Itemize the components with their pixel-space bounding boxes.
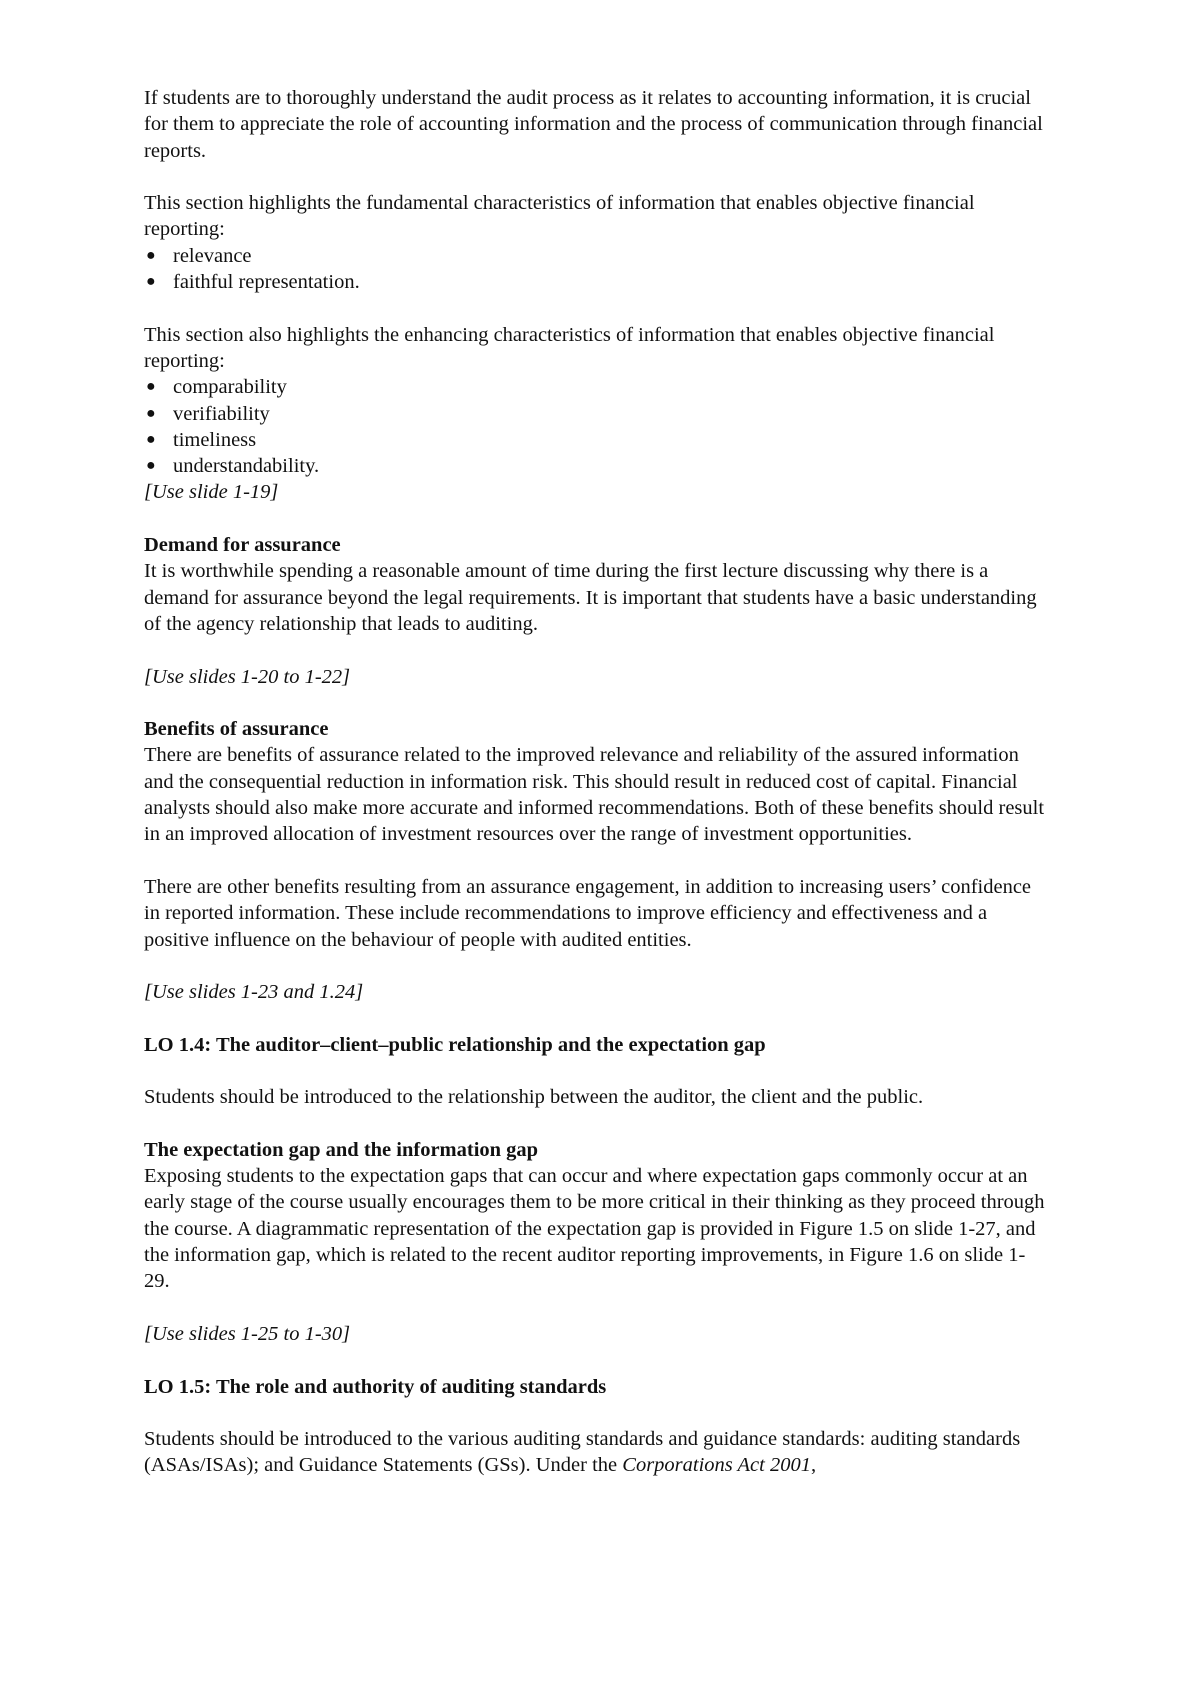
bullet-icon: ●	[146, 246, 156, 264]
slide-reference: [Use slides 1-23 and 1.24]	[144, 981, 364, 1004]
bullet-icon: ●	[146, 273, 156, 291]
lo-1-5-body: Students should be introduced to the various auditing standards and guidance standards: auditing standards (ASAs/ISAs); and Guidance Statements (GSs). Under the Corporations Act 2001,	[144, 1428, 1021, 1477]
bullet-icon: ●	[146, 457, 156, 475]
enhancing-characteristics-intro: This section also highlights the enhancing characteristics of information that enables objective financial reporting:	[144, 323, 995, 372]
list-item: ● relevance	[144, 243, 1049, 269]
lo-1-4-body: Students should be introduced to the relationship between the auditor, the client and the public.	[144, 1086, 924, 1109]
bullet-icon: ●	[146, 378, 156, 396]
list-item: ● comparability	[144, 374, 1049, 400]
bullet-icon: ●	[146, 430, 156, 448]
list-item: ● understandability.	[144, 453, 1049, 479]
intro-paragraph: If students are to thoroughly understand the audit process as it relates to accounting information, it is crucial for them to appreciate the role of accounting information and the process of communication through financial reports.	[144, 87, 1043, 162]
list-item: ● faithful representation.	[144, 269, 1049, 295]
fundamental-characteristics-list	[144, 243, 1049, 296]
demand-for-assurance-body: It is worthwhile spending a reasonable amount of time during the first lecture discussing why there is a demand for assurance beyond the legal requirements. It is important that students have a basic understanding of the agency relationship that leads to auditing.	[144, 560, 1037, 635]
lo-1-5-heading: LO 1.5: The role and authority of auditing standards	[144, 1375, 607, 1398]
list-item: ● timeliness	[144, 427, 1049, 453]
enhancing-characteristics-list	[144, 374, 1049, 479]
list-item: ● verifiability	[144, 401, 1049, 427]
corporations-act-title: Corporations Act 2001	[622, 1454, 811, 1477]
benefits-of-assurance-heading: Benefits of assurance	[144, 718, 329, 741]
benefits-paragraph-2: There are other benefits resulting from an assurance engagement, in addition to increasing users’ confidence in reported information. These include recommendations to improve efficiency and effectiveness and a positive influence on the behaviour of people with audited entities.	[144, 875, 1032, 951]
expectation-gap-heading: The expectation gap and the information gap	[144, 1138, 539, 1161]
expectation-gap-body: Exposing students to the expectation gaps that can occur and where expectation gaps commonly occur at an early stage of the course usually encourages them to be more critical in their thinking as they proceed through the course. A diagrammatic representation of the expectation gap is provided in Figure 1.5 on slide 1-27, and the information gap, which is related to the recent auditor reporting improvements, in Figure 1.6 on slide 1-29.	[144, 1165, 1045, 1293]
document-page	[144, 85, 1049, 1479]
slide-reference: [Use slides 1-20 to 1-22]	[144, 665, 351, 688]
slide-reference: [Use slide 1-19]	[144, 481, 279, 504]
bullet-icon: ●	[146, 404, 156, 422]
demand-for-assurance-heading: Demand for assurance	[144, 534, 341, 557]
lo-1-4-heading: LO 1.4: The auditor–client–public relationship and the expectation gap	[144, 1033, 766, 1056]
fundamental-characteristics-intro: This section highlights the fundamental characteristics of information that enables objective financial reporting:	[144, 192, 975, 241]
benefits-paragraph-1: There are benefits of assurance related to the improved relevance and reliability of the assured information and the consequential reduction in information risk. This should result in reduced cost of capital. Financial analysts should also make more accurate and informed recommendations. Both of these benefits should result in an improved allocation of investment resources over the range of investment opportunities.	[144, 744, 1045, 846]
slide-reference: [Use slides 1-25 to 1-30]	[144, 1322, 351, 1345]
